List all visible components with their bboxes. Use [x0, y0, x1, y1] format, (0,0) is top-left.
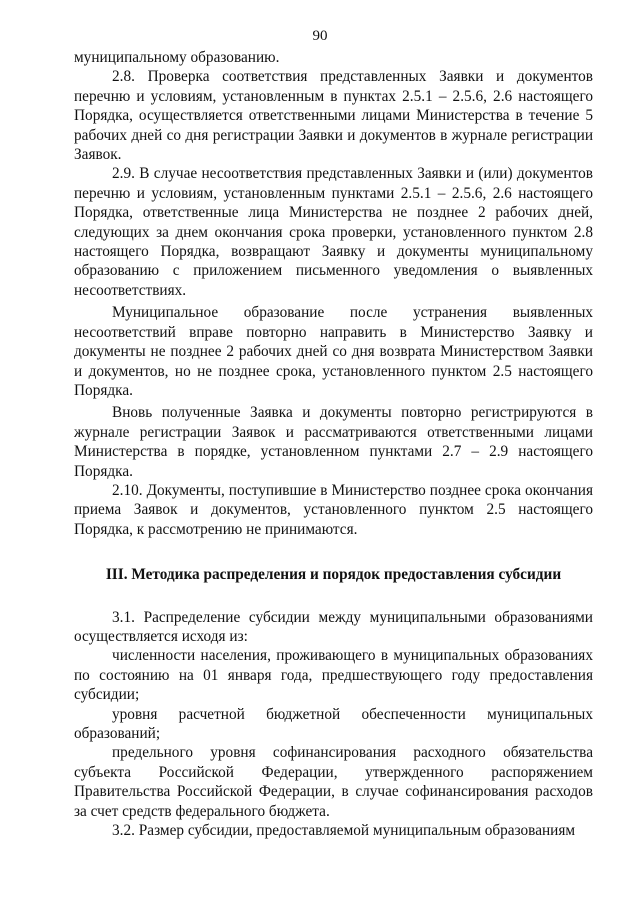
- list-item-budget-level: уровня расчетной бюджетной обеспеченности муниципальных образований;: [74, 705, 593, 742]
- list-item-population: численности населения, проживающего в муниципальных образованиях по состоянию на 01 января года, предшествующего году предоставления субсидии;: [74, 647, 593, 704]
- paragraph-3-1: 3.1. Распределение субсидии между муниципальными образованиями осуществляется исходя из:: [74, 608, 593, 645]
- list-item-cofinancing: предельного уровня софинансирования расходного обязательства субъекта Российской Федерации, утвержденного распоряжением Правительства Российской Федерации, в случае софинансирования расходов за счет средств федерального бюджета.: [74, 744, 593, 820]
- paragraph-resubmission: Муниципальное образование после устранения выявленных несоответствий вправе повторно направить в Министерство Заявку и документы не позднее 2 рабочих дней со дня возврата Министерством Заявки и документов, но не позднее срока, установленного пунктом 2.5 настоящего Порядка.: [74, 304, 593, 399]
- paragraph-reregistration: Вновь полученные Заявка и документы повторно регистрируются в журнале регистрации Заявок и рассматриваются ответственными лицами Министерства в порядке, установленном пунктами 2.7 – 2.9 настоящего Порядка.: [74, 404, 593, 480]
- paragraph-2-10: 2.10. Документы, поступившие в Министерство позднее срока окончания приема Заявок и документов, установленного пунктом 2.5 настоящего Порядка, к рассмотрению не принимаются.: [74, 481, 593, 538]
- paragraph-continuation: муниципальному образованию.: [74, 49, 280, 66]
- paragraph-2-9: 2.9. В случае несоответствия представленных Заявки и (или) документов перечню и условиям, установленным пунктами 2.5.1 – 2.5.6, 2.6 настоящего Порядка, ответственные лица Министерства не позднее 2 рабочих дней, следующих за днем окончания срока проверки, установленного пунктом 2.8 настоящего Порядка, возвращают Заявку и документы муниципальному образованию с приложением письменного уведомления о выявленных несоответствиях.: [74, 165, 593, 299]
- page-number: 90: [312, 28, 328, 44]
- paragraph-2-8: 2.8. Проверка соответствия представленных Заявки и документов перечню и условиям, установленным в пунктах 2.5.1 – 2.5.6, 2.6 настоящего Порядка, осуществляется ответственными лицами Министерства в течение 5 рабочих дней со дня регистрации Заявки и документов в журнале регистрации Заявок.: [74, 68, 593, 164]
- document-body: [74, 48, 593, 840]
- paragraph-3-2: 3.2. Размер субсидии, предоставляемой муниципальным образованиям: [112, 822, 576, 840]
- section-heading: III. Методика распределения и порядок предоставления субсидии: [105, 566, 562, 584]
